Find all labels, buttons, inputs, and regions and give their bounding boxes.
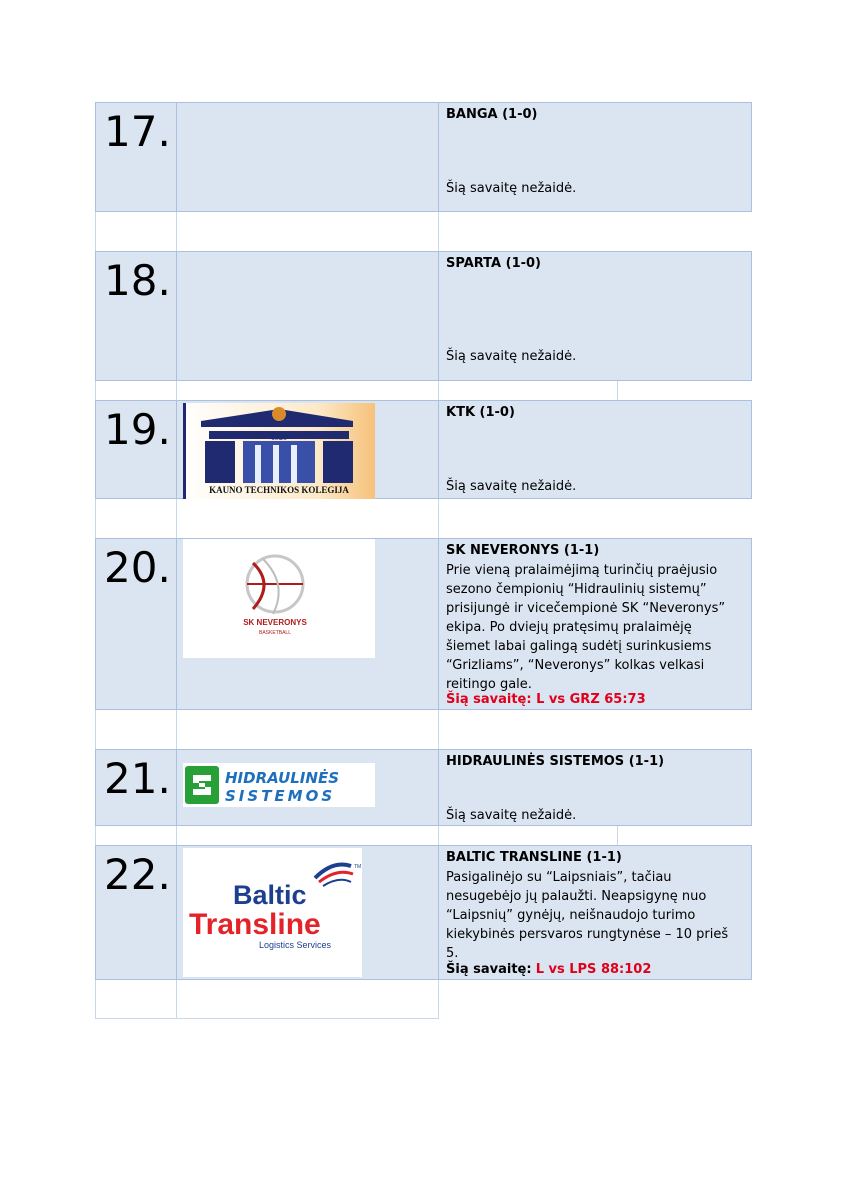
ranking-row-19: [95, 400, 752, 499]
week-status: Šią savaitę nežaidė.: [446, 808, 577, 823]
spacer-row: [95, 980, 438, 1019]
rank-number: 21.: [104, 754, 171, 803]
spacer-row: [95, 826, 752, 845]
rank-cell: [96, 401, 177, 498]
team-description: Pasigalinėjo su “Laipsniais”, tačiau nesugebėjo jų palaužti. Neapsigynę nuo “Laipsnių” gynėjų, neišnaudojo turimo kiekybinės persvaros rungtynėse – 10 prieš 5.: [446, 870, 729, 961]
baltic-logo-tm: TM: [354, 864, 362, 870]
ktk-logo-year: 1920: [271, 433, 287, 442]
team-name: SK NEVERONYS (1-1): [446, 543, 600, 558]
text-cell: [438, 846, 751, 979]
text-cell: [438, 103, 751, 211]
spacer-row: [95, 212, 752, 252]
rank-cell: [96, 252, 177, 380]
baltic-logo-line2: Transline: [189, 908, 321, 941]
ranking-row-22: [95, 845, 752, 980]
week-status: Šią savaitę nežaidė.: [446, 479, 577, 494]
logo-cell: [176, 252, 439, 380]
rank-cell: [96, 103, 177, 211]
week-status: Šią savaitę nežaidė.: [446, 181, 577, 196]
rank-cell: [96, 750, 177, 825]
team-name: KTK (1-0): [446, 405, 515, 420]
hidraulines-logo-line1: HIDRAULINĖS: [225, 769, 339, 787]
hidraulines-logo: [183, 763, 375, 807]
team-name: BANGA (1-0): [446, 107, 538, 122]
logo-cell: [176, 401, 439, 498]
text-cell: [438, 252, 751, 380]
ranking-row-18: [95, 251, 752, 381]
neveronys-logo-sub: BASKETBALL: [259, 630, 291, 636]
text-cell: [438, 401, 751, 498]
neveronys-logo-name: SK NEVERONYS: [243, 618, 307, 627]
ranking-row-21: [95, 749, 752, 826]
neveronys-logo: [183, 539, 375, 658]
baltic-logo-line3: Logistics Services: [259, 940, 332, 950]
logo-cell: [176, 750, 439, 825]
logo-cell: [176, 539, 439, 709]
spacer-row: [95, 710, 752, 749]
team-name: SPARTA (1-0): [446, 256, 541, 271]
team-name: BALTIC TRANSLINE (1-1): [446, 850, 622, 865]
rank-number: 17.: [104, 107, 171, 156]
logo-cell: [176, 846, 439, 979]
text-cell: [438, 750, 751, 825]
spacer-row: [95, 381, 752, 400]
ranking-row-20: [95, 538, 752, 710]
rank-number: 20.: [104, 543, 171, 592]
text-cell: [438, 539, 751, 709]
rank-cell: [96, 846, 177, 979]
spacer-row: [95, 499, 752, 538]
week-score: L vs LPS 88:102: [535, 962, 652, 977]
logo-cell: [176, 103, 439, 211]
week-result: Šią savaitę: L vs GRZ 65:73: [446, 692, 646, 707]
week-status: Šią savaitę nežaidė.: [446, 349, 577, 364]
week-result: [446, 962, 651, 977]
rank-number: 22.: [104, 850, 171, 899]
baltic-logo-line1: Baltic: [233, 880, 307, 910]
team-description: Prie vieną pralaimėjimą turinčių praėjusio sezono čempionių “Hidraulinių sistemų” prisijungė ir vicečempionė SK “Neveronys” ekipa. Po dviejų pratęsimų pralaimėję šiemet labai galingą sudėtį surinkusiems “Grizliams”, “Neveronys” kolkas velkasi reitingo gale.: [446, 563, 726, 692]
team-name: HIDRAULINĖS SISTEMOS (1-1): [446, 754, 665, 769]
baltic-transline-logo: [183, 848, 362, 977]
hidraulines-logo-line2: SISTEMOS: [225, 787, 336, 805]
ktk-logo: [183, 403, 375, 499]
week-label: Šią savaitę:: [446, 962, 532, 977]
rank-number: 19.: [104, 405, 171, 454]
rank-number: 18.: [104, 256, 171, 305]
ktk-logo-text: KAUNO TECHNIKOS KOLEGIJA: [209, 485, 349, 495]
ranking-row-17: [95, 102, 752, 212]
rank-cell: [96, 539, 177, 709]
